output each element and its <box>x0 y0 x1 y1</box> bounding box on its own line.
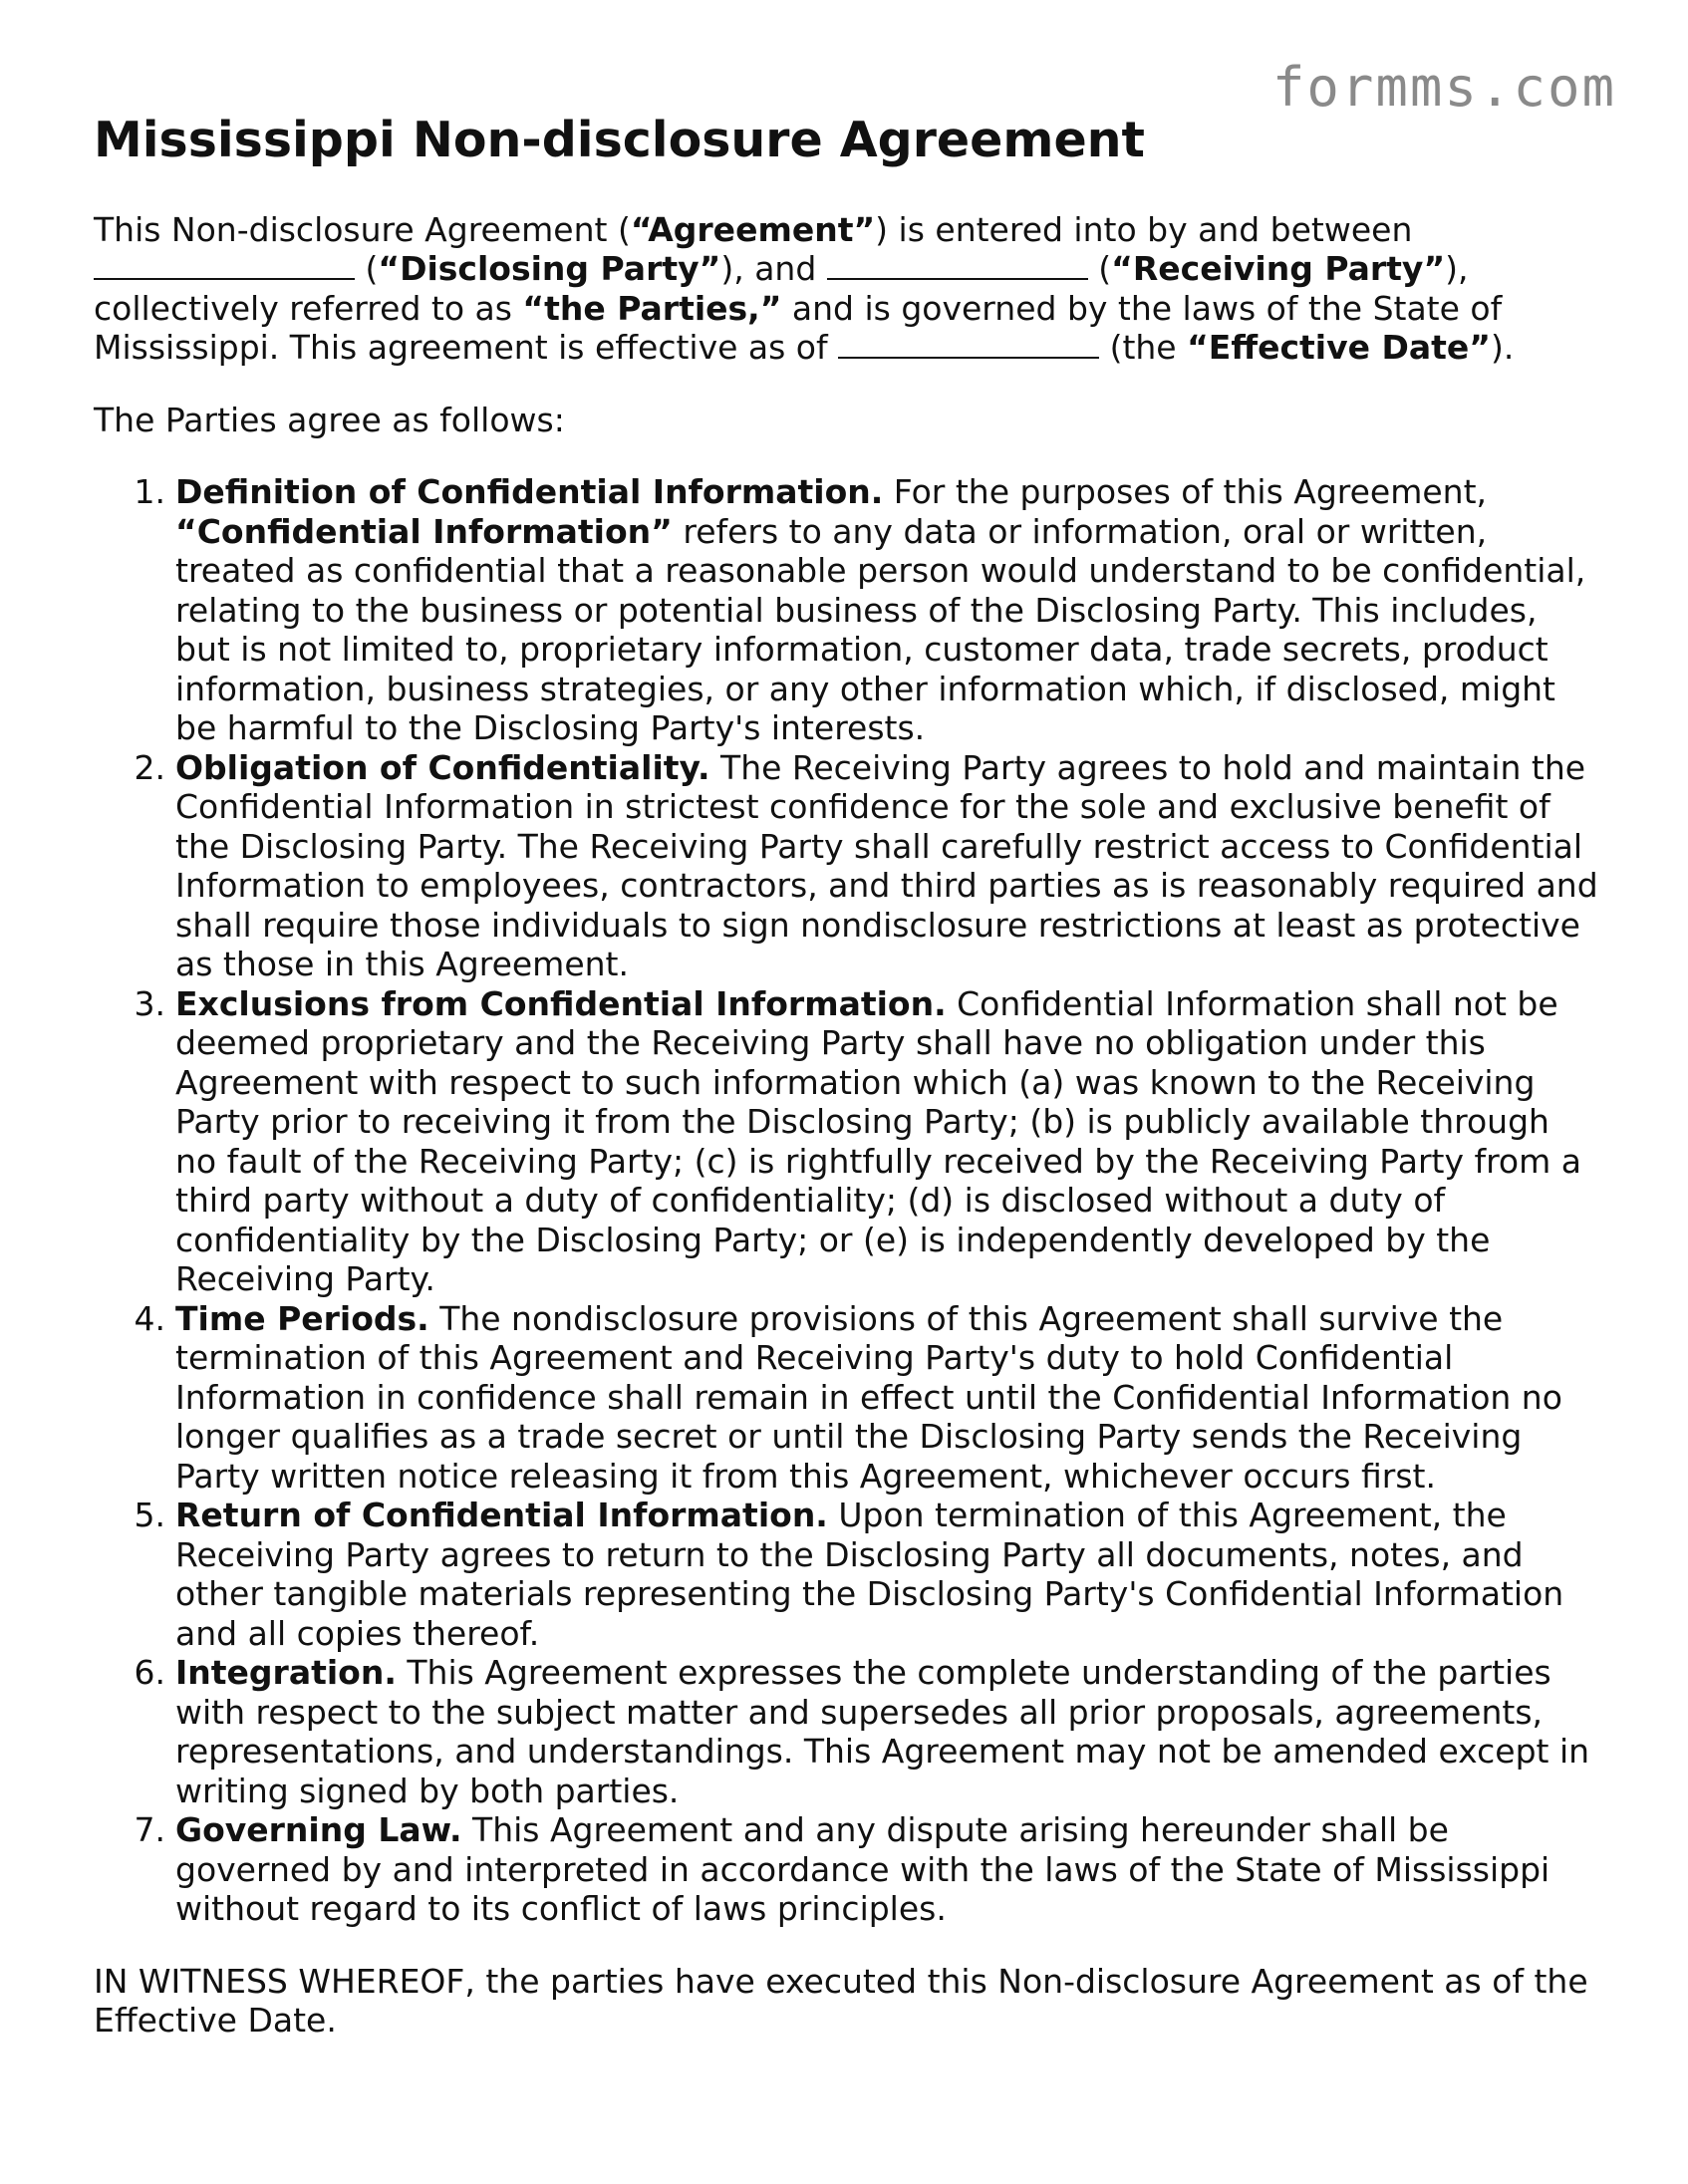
intro-text: ( <box>1087 249 1112 289</box>
clause-heading: Definition of Confidential Information. <box>175 472 884 512</box>
effective-date-term: “Effective Date” <box>1187 328 1491 368</box>
clause-item <box>94 984 1598 1299</box>
clause-text: refers to any data or information, oral or written, treated as confidential that a reasonable person would understand to be confidential, relating to the business or potential business of the Disclosing Party. This includes, but is not limited to, proprietary information, customer data, trade secrets, product information, business strategies, or any other information which, if disclosed, might be harmful to the Disclosing Party's interests. <box>175 511 1586 748</box>
clause-text: The Receiving Party agrees to hold and maintain the Confidential Information in strictest confidence for the sole and exclusive benefit of the Disclosing Party. The Receiving Party shall carefully restrict access to Confidential Information to employees, contractors, and third parties as is reasonably required and shall require those individuals to sign nondisclosure restrictions at least as protective as those in this Agreement. <box>175 747 1598 984</box>
intro-text: ), collectively referred to as <box>94 249 1469 328</box>
clause-number: 4. <box>134 1298 165 1338</box>
clause-list <box>94 472 1598 1929</box>
intro-text: (the <box>1099 328 1188 368</box>
agree-paragraph: The Parties agree as follows: <box>94 400 565 439</box>
clause-item <box>94 472 1598 748</box>
disclosing-party-blank[interactable] <box>94 250 355 280</box>
clause-heading: Exclusions from Confidential Information. <box>175 983 947 1023</box>
clause-number: 6. <box>134 1653 165 1693</box>
clause-number: 7. <box>134 1810 165 1850</box>
intro-text: ) is entered into by and between <box>875 209 1413 249</box>
receiving-party-blank[interactable] <box>827 250 1088 280</box>
intro-text: ( <box>355 249 379 289</box>
clause-text: This Agreement and any dispute arising hereunder shall be governed by and interpreted in accordance with the laws of the State of Mississippi without regard to its conflict of laws principles. <box>175 1810 1550 1929</box>
disclosing-party-term: “Disclosing Party” <box>378 249 721 289</box>
clause-number: 1. <box>134 472 165 512</box>
parties-term: “the Parties,” <box>522 288 782 328</box>
clause-number: 5. <box>134 1496 165 1535</box>
intro-text: ), and <box>720 249 827 289</box>
clause-number: 2. <box>134 747 165 787</box>
watermark: formms.com <box>1271 56 1616 119</box>
clause-text: This Agreement expresses the complete understanding of the parties with respect to the subject matter and supersedes all prior proposals, agreements, representations, and understandings. This Agreement may not be amended except in writing signed by both parties. <box>175 1653 1590 1810</box>
clause-term: “Confidential Information” <box>175 511 673 551</box>
clause-item <box>94 1653 1598 1810</box>
clause-heading: Time Periods. <box>175 1298 429 1338</box>
clause-item <box>94 1299 1598 1497</box>
intro-text: and is governed by the laws of the State of Mississippi. This agreement is effective as of <box>94 288 1503 368</box>
receiving-party-term: “Receiving Party” <box>1111 249 1446 289</box>
intro-text: ). <box>1491 328 1515 368</box>
clause-heading: Obligation of Confidentiality. <box>175 747 710 787</box>
clause-item <box>94 748 1598 984</box>
agreement-term: “Agreement” <box>630 209 876 249</box>
document-page <box>94 112 1598 2073</box>
witness-paragraph: IN WITNESS WHEREOF, the parties have executed this Non-disclosure Agreement as of the Effective Date. <box>94 1961 1588 2041</box>
intro-text: This Non-disclosure Agreement ( <box>94 209 631 249</box>
clause-text: The nondisclosure provisions of this Agreement shall survive the termination of this Agreement and Receiving Party's duty to hold Confidential Information in confidence shall remain in effect until the Confidential Information no longer qualifies as a trade secret or until the Disclosing Party sends the Receiving Party written notice releasing it from this Agreement, whichever occurs first. <box>175 1298 1562 1496</box>
clause-number: 3. <box>134 983 165 1023</box>
effective-date-blank[interactable] <box>838 329 1099 359</box>
clause-text: For the purposes of this Agreement, <box>883 472 1488 512</box>
document-title: Mississippi Non-disclosure Agreement <box>94 112 1145 168</box>
clause-heading: Return of Confidential Information. <box>175 1496 828 1535</box>
clause-heading: Integration. <box>175 1653 397 1693</box>
clause-item <box>94 1810 1598 1929</box>
intro-paragraph <box>94 210 1598 368</box>
clause-heading: Governing Law. <box>175 1810 462 1850</box>
clause-text: Upon termination of this Agreement, the Receiving Party agrees to return to the Disclosing Party all documents, notes, and other tangible materials representing the Disclosing Party's Confidential Information and all copies thereof. <box>175 1496 1564 1653</box>
clause-item <box>94 1496 1598 1653</box>
clause-text: Confidential Information shall not be deemed proprietary and the Receiving Party shall have no obligation under this Agreement with respect to such information which (a) was known to the Receiving Party prior to receiving it from the Disclosing Party; (b) is publicly available through no fault of the Receiving Party; (c) is rightfully received by the Receiving Party from a third party without a duty of confidentiality; (d) is disclosed without a duty of confidentiality by the Disclosing Party; or (e) is independently developed by the Receiving Party. <box>175 983 1581 1299</box>
